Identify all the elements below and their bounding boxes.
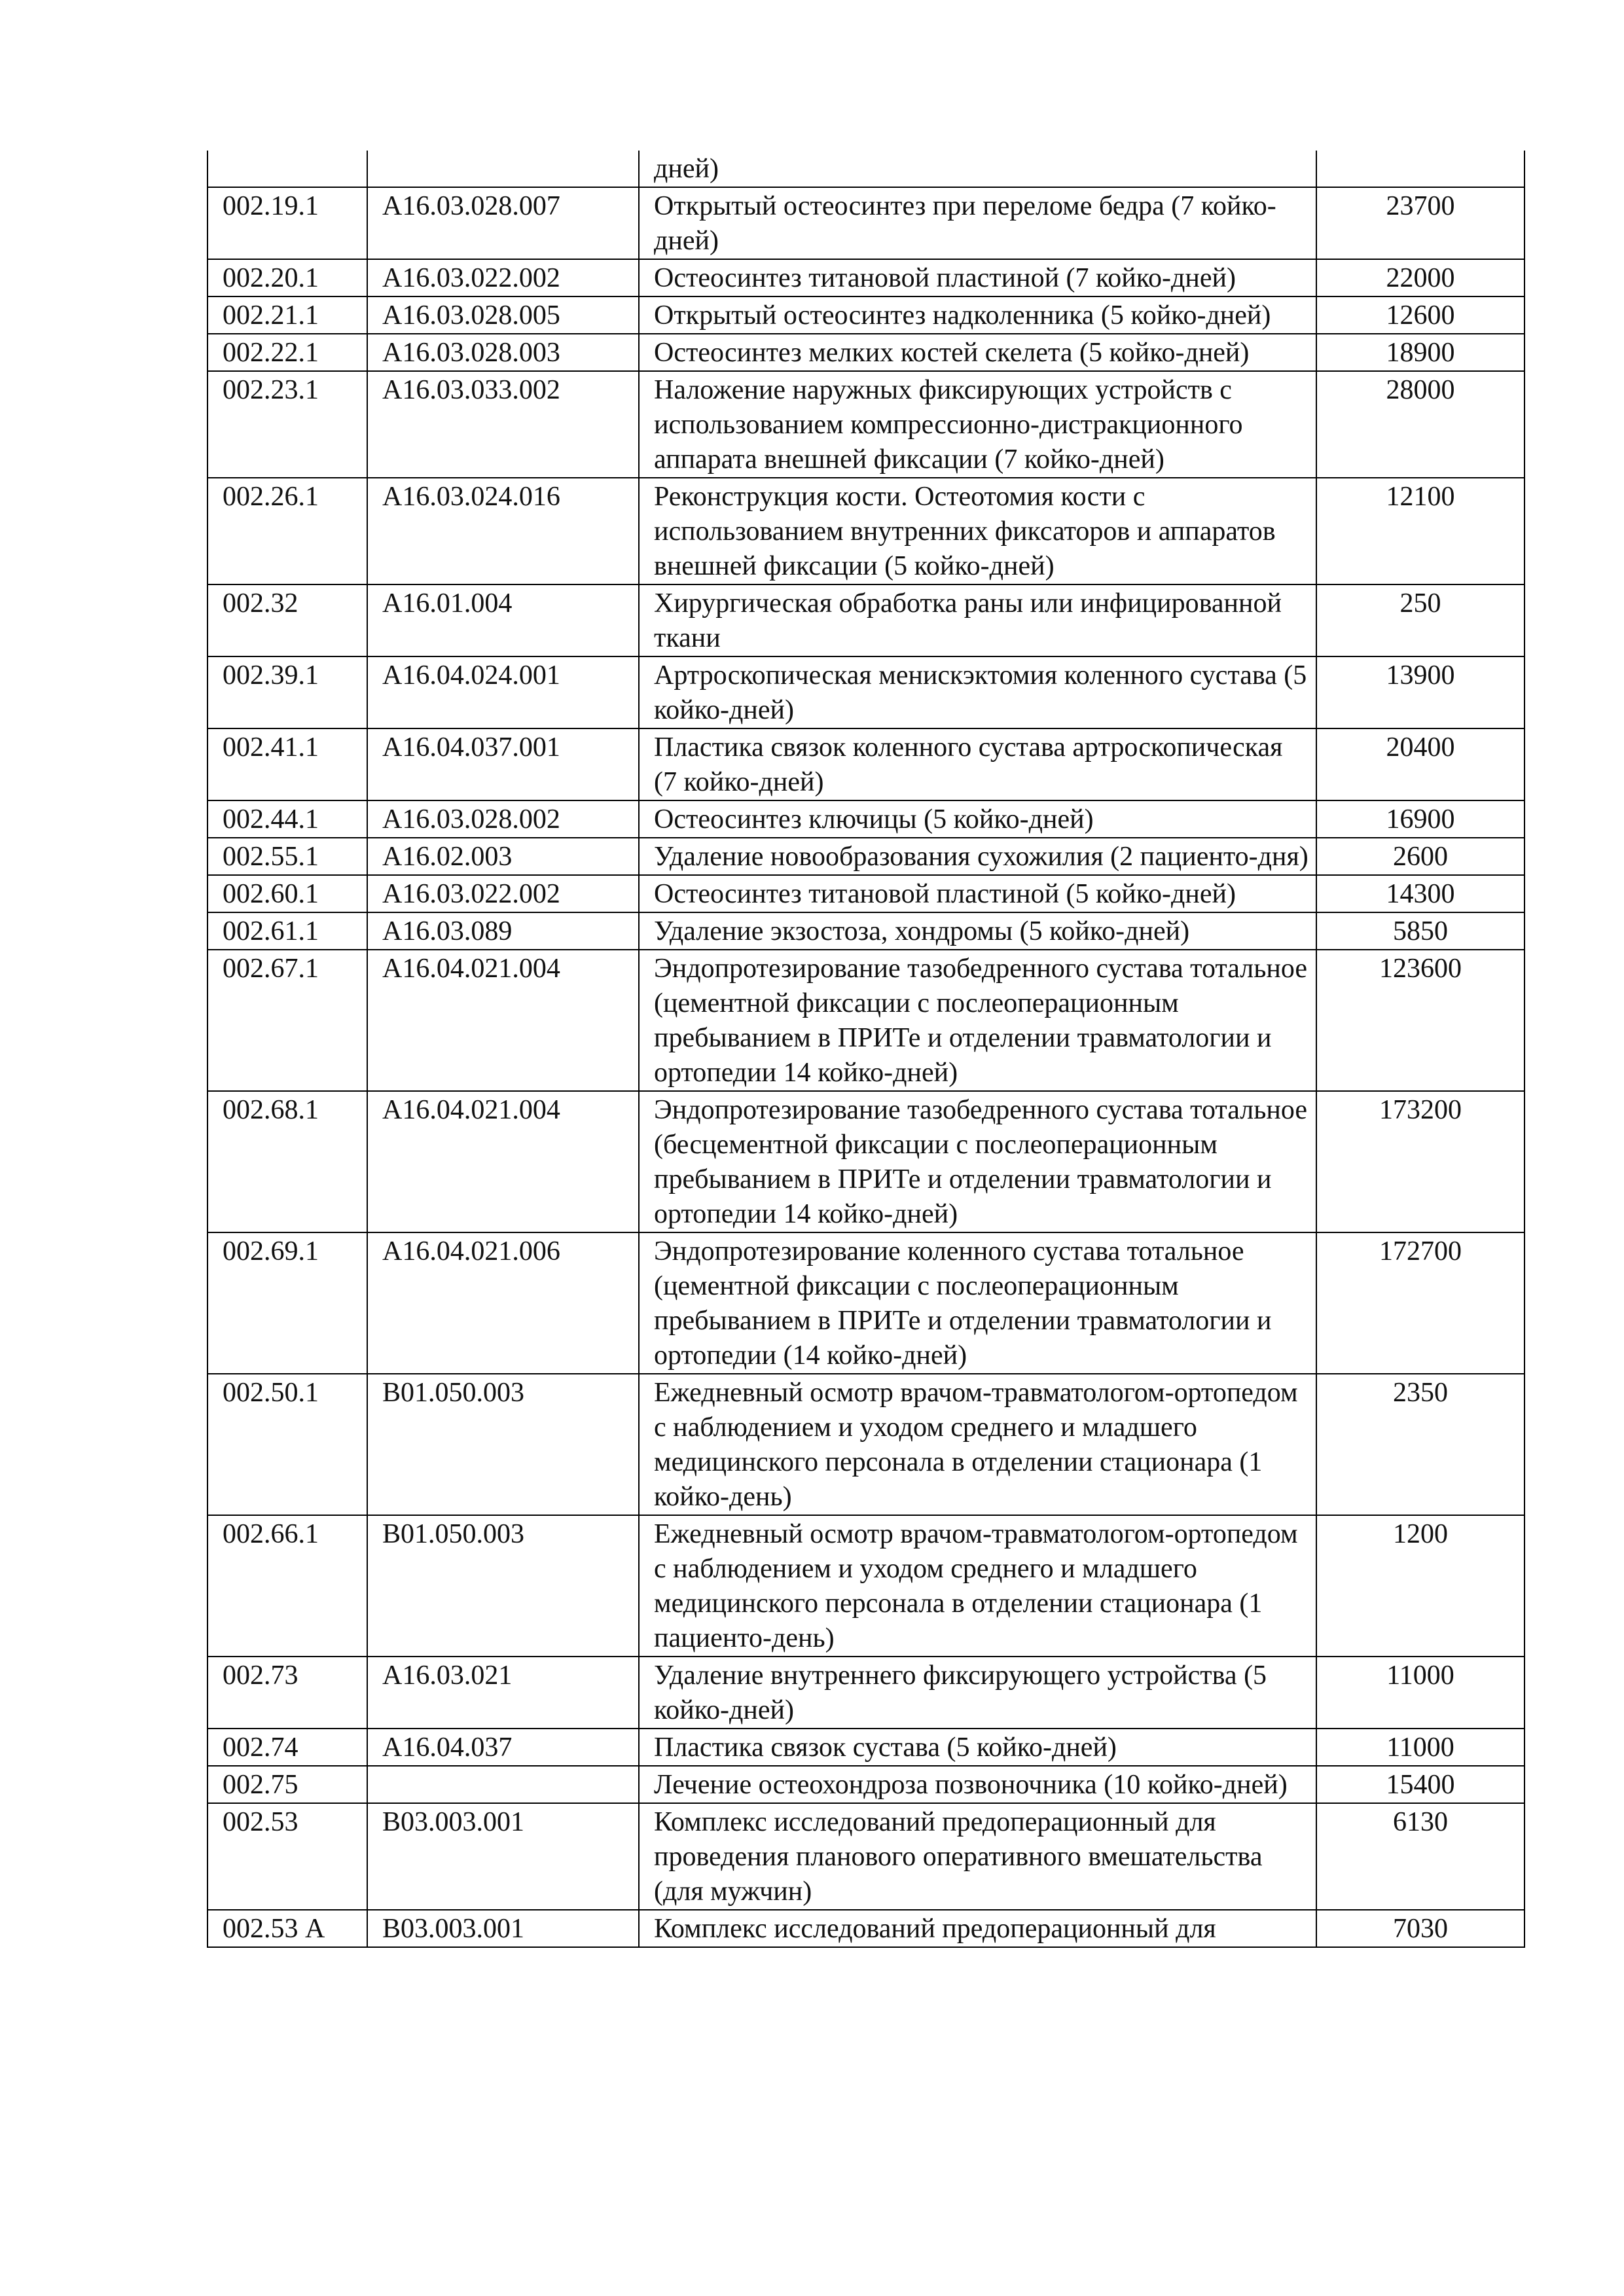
row-service-code-cell: В01.050.003	[367, 1374, 639, 1515]
row-price-cell: 11000	[1316, 1657, 1525, 1729]
table-row	[208, 1657, 1525, 1729]
row-price-cell: 1200	[1316, 1515, 1525, 1657]
row-service-name-cell: Хирургическая обработка раны или инфицированной ткани	[639, 584, 1316, 656]
row-price-cell: 2600	[1316, 838, 1525, 875]
row-price-cell: 12100	[1316, 478, 1525, 584]
row-service-code-cell: А16.03.022.002	[367, 875, 639, 912]
row-service-code-cell: А16.04.037.001	[367, 728, 639, 800]
row-service-code-cell: А16.03.022.002	[367, 259, 639, 296]
row-service-name-cell: Остеосинтез мелких костей скелета (5 койко-дней)	[639, 334, 1316, 371]
row-price-cell: 172700	[1316, 1232, 1525, 1374]
row-service-name-cell: Комплекс исследований предоперационный для проведения планового оперативного вмешательства (для мужчин)	[639, 1803, 1316, 1910]
row-service-code-cell: А16.02.003	[367, 838, 639, 875]
row-service-code-cell: А16.04.024.001	[367, 656, 639, 728]
table-row	[208, 728, 1525, 800]
row-code-cell: 002.20.1	[208, 259, 367, 296]
table-row	[208, 875, 1525, 912]
row-service-name-cell: Удаление внутреннего фиксирующего устройства (5 койко-дней)	[639, 1657, 1316, 1729]
row-price-cell: 23700	[1316, 187, 1525, 259]
row-price-cell: 12600	[1316, 296, 1525, 334]
row-code-cell: 002.55.1	[208, 838, 367, 875]
row-service-name-cell: дней)	[639, 151, 1316, 187]
row-service-name-cell: Эндопротезирование коленного сустава тотальное (цементной фиксации с послеоперационным пребыванием в ПРИТе и отделении травматологии и ортопедии (14 койко-дней)	[639, 1232, 1316, 1374]
table-row	[208, 584, 1525, 656]
row-code-cell: 002.66.1	[208, 1515, 367, 1657]
row-service-name-cell: Ежедневный осмотр врачом-травматологом-ортопедом с наблюдением и уходом среднего и младшего медицинского персонала в отделении стационара (1 пациенто-день)	[639, 1515, 1316, 1657]
row-service-name-cell: Ежедневный осмотр врачом-травматологом-ортопедом с наблюдением и уходом среднего и младшего медицинского персонала в отделении стационара (1 койко-день)	[639, 1374, 1316, 1515]
row-price-cell	[1316, 151, 1525, 187]
row-service-name-cell: Артроскопическая менискэктомия коленного сустава (5 койко-дней)	[639, 656, 1316, 728]
row-service-name-cell: Реконструкция кости. Остеотомия кости с использованием внутренних фиксаторов и аппаратов внешней фиксации (5 койко-дней)	[639, 478, 1316, 584]
row-code-cell: 002.39.1	[208, 656, 367, 728]
row-price-cell: 2350	[1316, 1374, 1525, 1515]
row-code-cell: 002.69.1	[208, 1232, 367, 1374]
row-service-code-cell: А16.03.028.003	[367, 334, 639, 371]
row-code-cell: 002.73	[208, 1657, 367, 1729]
row-price-cell: 123600	[1316, 950, 1525, 1091]
row-service-code-cell: А16.04.021.006	[367, 1232, 639, 1374]
row-price-cell: 15400	[1316, 1766, 1525, 1803]
row-price-cell: 28000	[1316, 371, 1525, 478]
row-service-code-cell: А16.01.004	[367, 584, 639, 656]
table-row	[208, 478, 1525, 584]
table-row	[208, 656, 1525, 728]
row-price-cell: 18900	[1316, 334, 1525, 371]
row-price-cell: 16900	[1316, 800, 1525, 838]
table-row	[208, 187, 1525, 259]
row-code-cell: 002.50.1	[208, 1374, 367, 1515]
row-code-cell	[208, 151, 367, 187]
row-code-cell: 002.23.1	[208, 371, 367, 478]
table-row	[208, 912, 1525, 950]
row-price-cell: 5850	[1316, 912, 1525, 950]
table-row	[208, 1910, 1525, 1947]
row-price-cell: 20400	[1316, 728, 1525, 800]
row-code-cell: 002.75	[208, 1766, 367, 1803]
table-row	[208, 1515, 1525, 1657]
table-row	[208, 800, 1525, 838]
row-service-code-cell	[367, 1766, 639, 1803]
row-code-cell: 002.68.1	[208, 1091, 367, 1232]
table-row	[208, 371, 1525, 478]
table-row	[208, 1232, 1525, 1374]
table-row	[208, 838, 1525, 875]
table-row	[208, 296, 1525, 334]
row-service-name-cell: Остеосинтез ключицы (5 койко-дней)	[639, 800, 1316, 838]
table-row	[208, 151, 1525, 187]
row-service-name-cell: Удаление новообразования сухожилия (2 пациенто-дня)	[639, 838, 1316, 875]
table-row	[208, 950, 1525, 1091]
row-price-cell: 173200	[1316, 1091, 1525, 1232]
row-code-cell: 002.26.1	[208, 478, 367, 584]
row-service-code-cell: А16.04.021.004	[367, 1091, 639, 1232]
row-price-cell: 11000	[1316, 1729, 1525, 1766]
row-price-cell: 6130	[1316, 1803, 1525, 1910]
row-service-name-cell: Удаление экзостоза, хондромы (5 койко-дней)	[639, 912, 1316, 950]
row-service-code-cell: А16.03.028.007	[367, 187, 639, 259]
row-code-cell: 002.74	[208, 1729, 367, 1766]
row-service-code-cell: А16.04.021.004	[367, 950, 639, 1091]
price-list-body	[208, 151, 1525, 1947]
table-row	[208, 1729, 1525, 1766]
row-service-code-cell: А16.03.028.005	[367, 296, 639, 334]
row-service-name-cell: Эндопротезирование тазобедренного сустава тотальное (цементной фиксации с послеоперационным пребыванием в ПРИТе и отделении травматологии и ортопедии 14 койко-дней)	[639, 950, 1316, 1091]
row-price-cell: 250	[1316, 584, 1525, 656]
row-code-cell: 002.44.1	[208, 800, 367, 838]
table-row	[208, 334, 1525, 371]
row-service-name-cell: Лечение остеохондроза позвоночника (10 койко-дней)	[639, 1766, 1316, 1803]
price-list-table	[207, 151, 1525, 1948]
row-service-name-cell: Пластика связок коленного сустава артроскопическая (7 койко-дней)	[639, 728, 1316, 800]
row-code-cell: 002.32	[208, 584, 367, 656]
row-service-code-cell: А16.03.024.016	[367, 478, 639, 584]
row-code-cell: 002.61.1	[208, 912, 367, 950]
table-row	[208, 1091, 1525, 1232]
row-service-code-cell	[367, 151, 639, 187]
row-service-name-cell: Наложение наружных фиксирующих устройств с использованием компрессионно-дистракционного аппарата внешней фиксации (7 койко-дней)	[639, 371, 1316, 478]
row-code-cell: 002.21.1	[208, 296, 367, 334]
row-service-code-cell: В03.003.001	[367, 1803, 639, 1910]
row-service-code-cell: А16.03.089	[367, 912, 639, 950]
row-service-name-cell: Комплекс исследований предоперационный для	[639, 1910, 1316, 1947]
row-code-cell: 002.60.1	[208, 875, 367, 912]
row-price-cell: 7030	[1316, 1910, 1525, 1947]
table-row	[208, 1766, 1525, 1803]
row-service-code-cell: А16.03.021	[367, 1657, 639, 1729]
row-service-code-cell: А16.04.037	[367, 1729, 639, 1766]
row-service-name-cell: Пластика связок сустава (5 койко-дней)	[639, 1729, 1316, 1766]
row-service-name-cell: Эндопротезирование тазобедренного сустава тотальное (бесцементной фиксации с послеоперационным пребыванием в ПРИТе и отделении травматологии и ортопедии 14 койко-дней)	[639, 1091, 1316, 1232]
table-row	[208, 1803, 1525, 1910]
row-code-cell: 002.22.1	[208, 334, 367, 371]
row-code-cell: 002.67.1	[208, 950, 367, 1091]
table-row	[208, 259, 1525, 296]
row-code-cell: 002.53	[208, 1803, 367, 1910]
row-price-cell: 14300	[1316, 875, 1525, 912]
row-code-cell: 002.19.1	[208, 187, 367, 259]
row-service-name-cell: Открытый остеосинтез при переломе бедра (7 койко-дней)	[639, 187, 1316, 259]
row-service-name-cell: Остеосинтез титановой пластиной (7 койко-дней)	[639, 259, 1316, 296]
row-service-code-cell: В03.003.001	[367, 1910, 639, 1947]
row-service-name-cell: Остеосинтез титановой пластиной (5 койко-дней)	[639, 875, 1316, 912]
row-service-name-cell: Открытый остеосинтез надколенника (5 койко-дней)	[639, 296, 1316, 334]
row-service-code-cell: В01.050.003	[367, 1515, 639, 1657]
table-row	[208, 1374, 1525, 1515]
row-price-cell: 13900	[1316, 656, 1525, 728]
row-code-cell: 002.53 А	[208, 1910, 367, 1947]
row-service-code-cell: А16.03.033.002	[367, 371, 639, 478]
row-code-cell: 002.41.1	[208, 728, 367, 800]
row-service-code-cell: А16.03.028.002	[367, 800, 639, 838]
row-price-cell: 22000	[1316, 259, 1525, 296]
